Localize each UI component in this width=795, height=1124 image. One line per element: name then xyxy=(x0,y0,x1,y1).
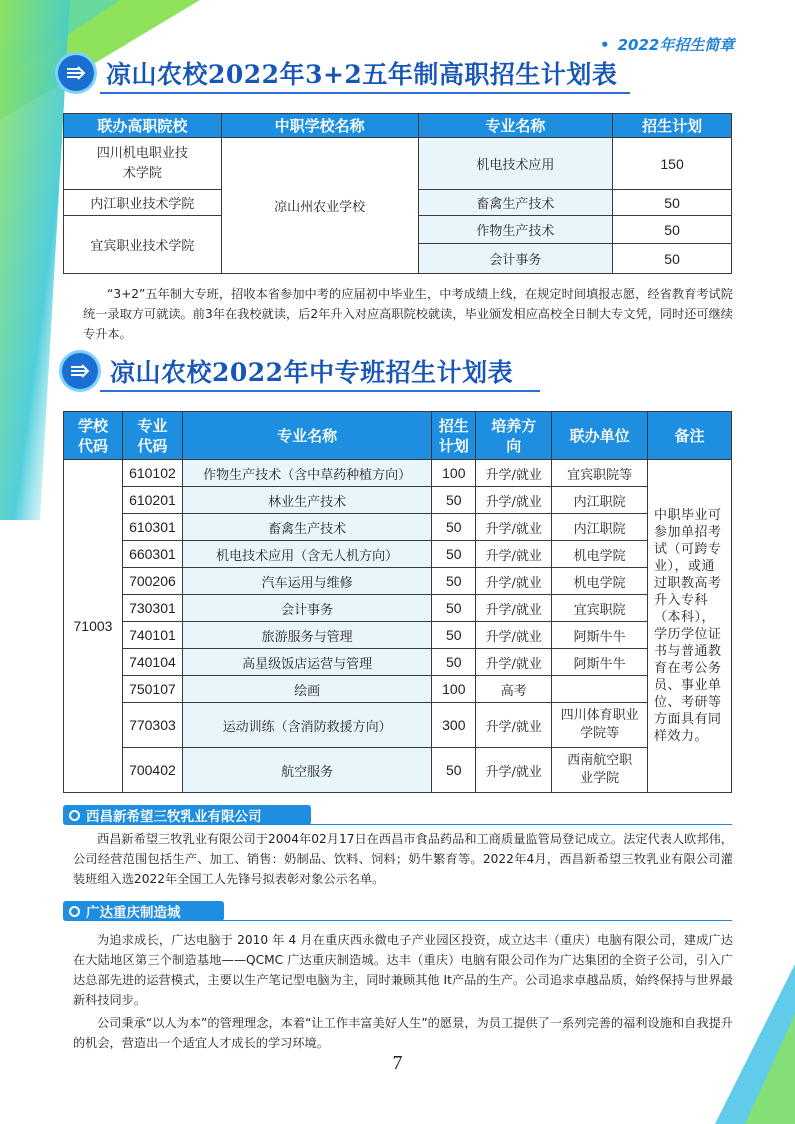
direction: 升学/就业 xyxy=(476,514,552,541)
direction: 升学/就业 xyxy=(476,541,552,568)
plan-count: 50 xyxy=(432,649,476,676)
header-note: 备注 xyxy=(648,412,732,460)
major-code: 730301 xyxy=(122,595,182,622)
major-code: 740104 xyxy=(122,649,182,676)
major-code: 770303 xyxy=(122,703,182,748)
company1-heading xyxy=(63,805,311,825)
plan-count: 50 xyxy=(432,514,476,541)
partner xyxy=(552,676,648,703)
major-code: 660301 xyxy=(122,541,182,568)
partner: 四川体育职业学院等 xyxy=(552,703,648,748)
plan-cell: 50 xyxy=(613,190,732,216)
partner: 西南航空职业学院 xyxy=(552,748,648,793)
company2-description-2: 公司秉承“以人为本”的管理理念，本着“让工作丰富美好人生”的愿景，为员工提供了一系列完善的福利设施和自我提升的机会，营造出一个适宜人才成长的学习环境。 xyxy=(73,1016,733,1050)
header-plan: 招生计划 xyxy=(613,114,732,138)
header-school: 中职学校名称 xyxy=(221,114,418,138)
direction: 升学/就业 xyxy=(476,649,552,676)
plan-count: 50 xyxy=(432,541,476,568)
section2-title xyxy=(62,353,513,389)
major-name: 作物生产技术（含中草药种植方向） xyxy=(182,460,431,487)
company1-description: 西昌新希望三牧乳业有限公司于2004年02月17日在西昌市食品药品和工商质量监管局登记成立。法定代表人欧邦伟，公司经营范围包括生产、加工、销售：奶制品、饮料、饲料；奶牛繁育等。2022年4月，西昌新希望三牧乳业有限公司灌装班组入选2022年全国工人先锋号拟表彰对象公示名单。 xyxy=(73,832,733,886)
major-cell: 畜禽生产技术 xyxy=(418,190,613,216)
company2-name: 广达重庆制造城 xyxy=(86,905,181,921)
school-code-cell: 71003 xyxy=(64,460,123,793)
major-name: 绘画 xyxy=(182,676,431,703)
heading-rule xyxy=(305,824,732,825)
major-name: 会计事务 xyxy=(182,595,431,622)
major-code: 740101 xyxy=(122,622,182,649)
major-name: 航空服务 xyxy=(182,748,431,793)
plan-count: 300 xyxy=(432,703,476,748)
major-name: 汽车运用与维修 xyxy=(182,568,431,595)
section1-description: “3+2”五年制大专班，招收本省参加中考的应届初中毕业生，中考成绩上线，在规定时间填报志愿，经省教育考试院统一录取方可就读。前3年在我校就读，后2年升入对应高职院校就读，毕业颁发相应高校全日制大专文凭，同时还可继续专升本。 xyxy=(83,287,733,341)
major-code: 700206 xyxy=(122,568,182,595)
plan-count: 50 xyxy=(432,622,476,649)
major-code: 610301 xyxy=(122,514,182,541)
header-major-code: 专业代码 xyxy=(122,412,182,460)
header-plan: 招生计划 xyxy=(432,412,476,460)
header-major: 专业名称 xyxy=(418,114,613,138)
plan-table-secondary xyxy=(63,411,732,793)
college-cell: 宜宾职业技术学院 xyxy=(64,216,222,274)
plan-count: 100 xyxy=(432,676,476,703)
major-name: 运动训练（含消防救援方向） xyxy=(182,703,431,748)
header-major-name: 专业名称 xyxy=(182,412,431,460)
heading-rule xyxy=(218,920,732,921)
college-cell: 内江职业技术学院 xyxy=(64,190,222,216)
major-code: 610102 xyxy=(122,460,182,487)
partner: 阿斯牛牛 xyxy=(552,622,648,649)
header-college: 联办高职院校 xyxy=(64,114,222,138)
circle-icon xyxy=(69,810,80,821)
major-cell: 会计事务 xyxy=(418,244,613,274)
direction: 升学/就业 xyxy=(476,748,552,793)
direction: 高考 xyxy=(476,676,552,703)
plan-count: 50 xyxy=(432,568,476,595)
partner: 宜宾职院等 xyxy=(552,460,648,487)
header-school-code: 学校代码 xyxy=(64,412,123,460)
partner: 机电学院 xyxy=(552,541,648,568)
major-name: 机电技术应用（含无人机方向） xyxy=(182,541,431,568)
arrow-icon xyxy=(58,55,94,91)
college-cell: 四川机电职业技术学院 xyxy=(64,138,222,190)
direction: 升学/就业 xyxy=(476,595,552,622)
partner: 内江职院 xyxy=(552,514,648,541)
major-name: 旅游服务与管理 xyxy=(182,622,431,649)
direction: 升学/就业 xyxy=(476,460,552,487)
page-number: 7 xyxy=(392,1052,403,1074)
direction: 升学/就业 xyxy=(476,568,552,595)
school-cell: 凉山州农业学校 xyxy=(221,138,418,274)
plan-cell: 50 xyxy=(613,244,732,274)
header-direction: 培养方向 xyxy=(476,412,552,460)
circle-icon xyxy=(69,906,80,917)
major-cell: 作物生产技术 xyxy=(418,216,613,244)
partner: 机电学院 xyxy=(552,568,648,595)
section2-title-text: 凉山农校2022年中专班招生计划表 xyxy=(110,358,514,387)
plan-cell: 150 xyxy=(613,138,732,190)
company1-name: 西昌新希望三牧乳业有限公司 xyxy=(86,809,262,825)
plan-count: 50 xyxy=(432,487,476,514)
title-underline xyxy=(100,92,630,94)
partner: 内江职院 xyxy=(552,487,648,514)
major-name: 高星级饭店运营与管理 xyxy=(182,649,431,676)
company2-heading xyxy=(63,901,224,921)
plan-count: 50 xyxy=(432,748,476,793)
major-cell: 机电技术应用 xyxy=(418,138,613,190)
direction: 升学/就业 xyxy=(476,487,552,514)
section1-title xyxy=(58,55,617,91)
plan-table-3plus2 xyxy=(63,113,732,274)
direction: 升学/就业 xyxy=(476,622,552,649)
major-code: 610201 xyxy=(122,487,182,514)
title-underline xyxy=(100,390,540,392)
major-code: 750107 xyxy=(122,676,182,703)
partner: 宜宾职院 xyxy=(552,595,648,622)
plan-count: 100 xyxy=(432,460,476,487)
remark-cell: 中职毕业可参加单招考试（可跨专业），或通过职教高考升入专科（本科），学历学位证书与普通教育在考公务员、事业单位、考研等方面具有同样效力。 xyxy=(648,460,732,793)
arrow-icon xyxy=(62,353,98,389)
section1-title-text: 凉山农校2022年3+2五年制高职招生计划表 xyxy=(106,60,618,89)
direction: 升学/就业 xyxy=(476,703,552,748)
major-name: 林业生产技术 xyxy=(182,487,431,514)
plan-count: 50 xyxy=(432,595,476,622)
major-name: 畜禽生产技术 xyxy=(182,514,431,541)
plan-cell: 50 xyxy=(613,216,732,244)
major-code: 700402 xyxy=(122,748,182,793)
header-tag: • 2022年招生简章 xyxy=(600,36,735,54)
company2-description-1: 为追求成长，广达电脑于 2010 年 4 月在重庆西永微电子产业园区投资，成立达丰（重庆）电脑有限公司，建成广达在大陆地区第三个制造基地——QCMC 广达重庆制造城。达丰（重庆）电脑有限公司作为广达集团的全资子公司，引入广达总部先进的运营模式，主要以生产笔记型电脑为主，同时兼顾其他 It产品的生产。公司追求卓越品质，始终保持与世界最新科技同步。 xyxy=(73,933,733,1007)
header-partner: 联办单位 xyxy=(552,412,648,460)
partner: 阿斯牛牛 xyxy=(552,649,648,676)
